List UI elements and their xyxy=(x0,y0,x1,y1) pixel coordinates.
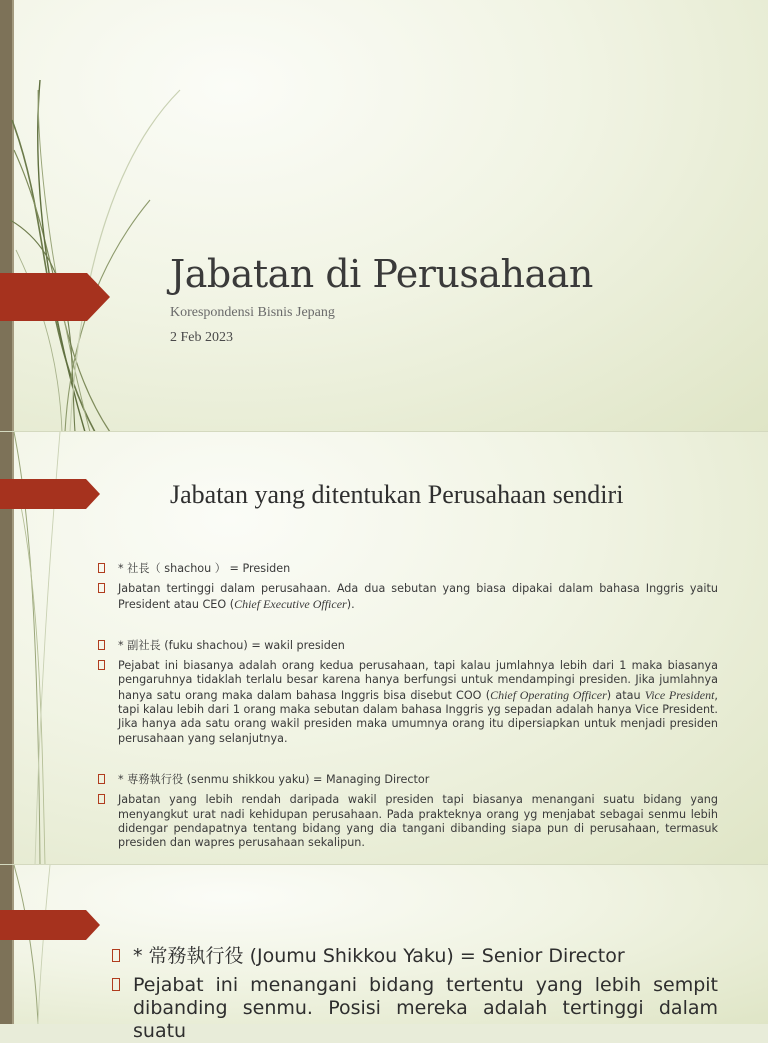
bullet-icon xyxy=(112,978,120,991)
list-item xyxy=(98,639,718,653)
slide-date: 2 Feb 2023 xyxy=(170,330,233,345)
bullet-icon xyxy=(98,640,105,650)
bullet-icon xyxy=(98,794,105,804)
slide-title-text: Jabatan di Perusahaan xyxy=(170,252,593,296)
decorative-curves xyxy=(0,865,120,1024)
list-item xyxy=(112,945,718,968)
bullet-icon xyxy=(98,660,105,670)
list-item-emphasis: Chief Operating Officer xyxy=(490,687,607,702)
accent-arrow xyxy=(0,273,110,321)
list-item-text: Pejabat ini biasanya adalah orang kedua perusahaan, tapi kalau jumlahnya lebih dari 1 maka biasanya pengaruhnya tidaklah terlalu besar karena hanya berfungsi untuk mendampingi presiden. Jika jumlahnya hanya satu orang maka dalam bahasa Inggris bisa disebut COO ( xyxy=(118,659,718,702)
slide-subtitle: Korespondensi Bisnis Jepang xyxy=(170,305,335,320)
list-item-emphasis: Vice President xyxy=(644,687,715,702)
slide-left-bar-highlight xyxy=(12,865,14,1024)
accent-arrow xyxy=(0,479,100,509)
list-item-text: ). xyxy=(346,597,355,611)
bullet-icon xyxy=(98,563,105,573)
bullet-icon xyxy=(112,949,120,962)
decorative-curves xyxy=(0,0,260,432)
list-item-text: Jabatan yang lebih rendah daripada wakil presiden tapi biasanya menangani suatu bidang yang menyangkut urat nadi kehidupan perusahaan. Pada prakteknya orang yg menjabat sebagai senmu lebih didengar pendapatnya tentang bidang yang dia tangani dibanding siapa pun di perusahaan, termasuk presiden dan wapres perusahaan sekalipun. xyxy=(118,793,718,850)
slide-content-1 xyxy=(0,432,768,865)
slide-left-bar-highlight xyxy=(12,0,14,432)
list-item xyxy=(98,582,718,612)
list-item xyxy=(98,773,718,787)
list-item-text: * 社長（ shachou ） = Presiden xyxy=(118,562,291,575)
slide-content-2 xyxy=(0,865,768,1042)
list-item xyxy=(112,974,718,1043)
list-item-text: * 専務執行役 (senmu shikkou yaku) = Managing Director xyxy=(118,772,430,786)
list-item-emphasis: Chief Executive Officer xyxy=(234,596,347,611)
list-item-text: , tapi kalau lebih dari 1 orang maka sebutan dalam bahasa Inggris yg sepadan adalah hanya Vice President. Jika hanya ada satu orang wakil presiden maka umumnya orang itu dipersiapkan untuk menjadi presiden perusahaan yang selanjutnya. xyxy=(118,688,718,745)
bullet-icon xyxy=(98,583,105,593)
accent-arrow xyxy=(0,910,100,940)
list-item xyxy=(98,659,718,746)
list-item-text: Pejabat ini menangani bidang tertentu yang lebih sempit dibanding senmu. Posisi mereka adalah tertinggi dalam suatu xyxy=(133,974,718,1042)
slide-left-bar xyxy=(0,0,12,432)
bullet-list xyxy=(112,945,718,1043)
list-item-text: Jabatan tertinggi dalam perusahaan. Ada dua sebutan yang biasa dipakai dalam bahasa Inggris yaitu President atau CEO ( xyxy=(118,582,718,611)
list-item-text: * 常務執行役 (Joumu Shikkou Yaku) = Senior Director xyxy=(133,945,625,967)
bullet-icon xyxy=(98,774,105,784)
slide-left-bar xyxy=(0,865,12,1024)
list-item-text: * 副社長 (fuku shachou) = wakil presiden xyxy=(118,638,345,652)
list-item xyxy=(98,793,718,850)
slide-heading: Jabatan yang ditentukan Perusahaan sendiri xyxy=(170,480,624,509)
list-item xyxy=(98,562,718,576)
list-item-text: ) atau xyxy=(606,688,645,702)
bullet-list xyxy=(98,562,718,850)
slide-title xyxy=(0,0,768,432)
